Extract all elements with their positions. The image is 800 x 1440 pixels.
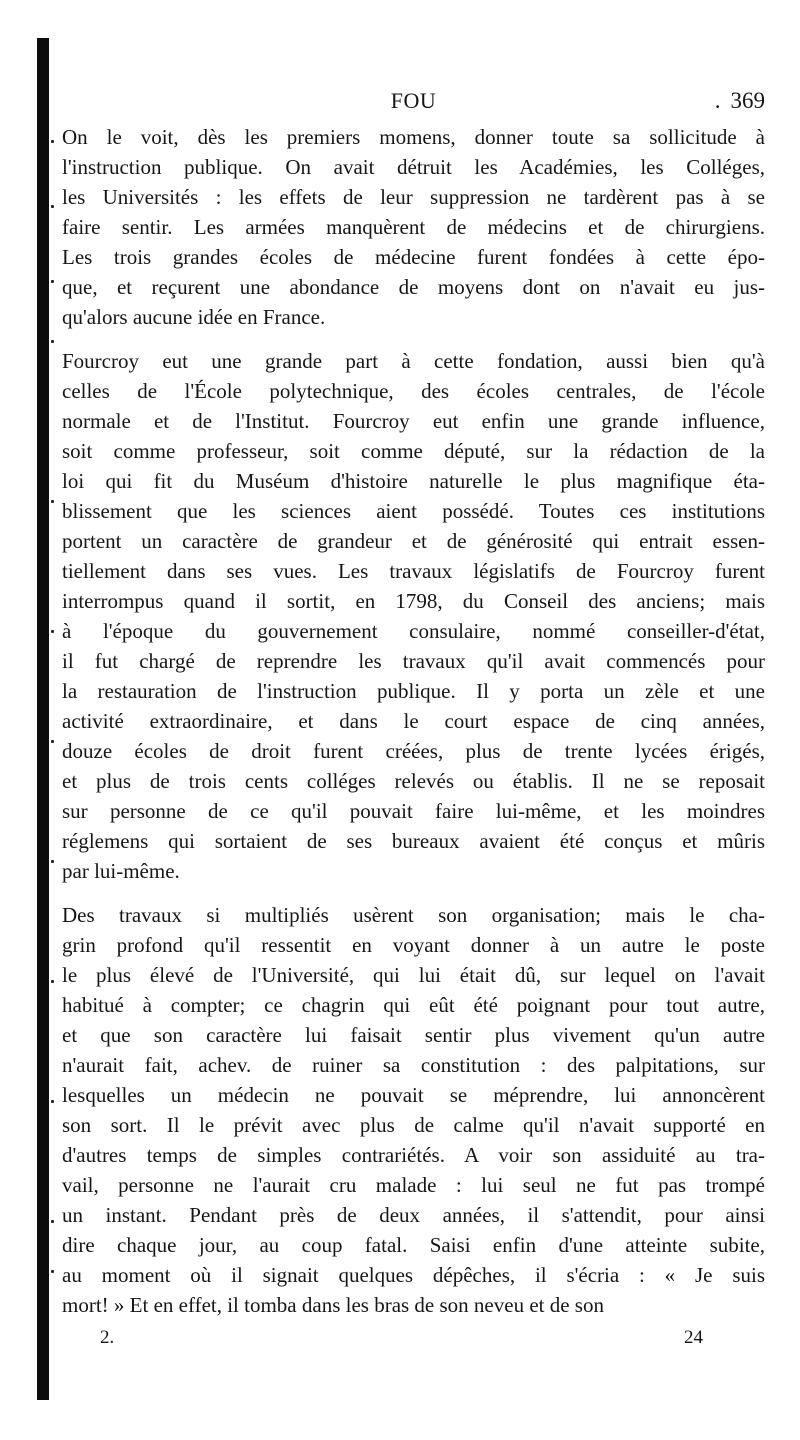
text-line: réglemens qui sortaient de ses bureaux avaient été conçus et mûris — [62, 829, 765, 853]
body-text — [62, 122, 765, 1334]
running-head: FOU — [390, 88, 437, 113]
paragraph — [62, 122, 765, 332]
binding-edge — [37, 38, 49, 1400]
text-line: soit comme professeur, soit comme député, sur la rédaction de la — [62, 439, 765, 463]
text-line: la restauration de l'instruction publique. Il y porta un zèle et une — [62, 679, 765, 703]
text-line: son sort. Il le prévit avec plus de calme qu'il n'avait supporté en — [62, 1113, 765, 1137]
text-line: un instant. Pendant près de deux années, il s'attendit, pour ainsi — [62, 1203, 765, 1227]
text-line: sur personne de ce qu'il pouvait faire lui-même, et les moindres — [62, 799, 765, 823]
text-line: activité extraordinaire, et dans le court espace de cinq années, — [62, 709, 765, 733]
text-line: interrompus quand il sortit, en 1798, du Conseil des anciens; mais — [62, 589, 765, 613]
text-line: dire chaque jour, au coup fatal. Saisi enfin d'une atteinte subite, — [62, 1233, 765, 1257]
text-line: que, et reçurent une abondance de moyens dont on n'avait eu jus- — [62, 275, 765, 299]
page-footer — [62, 1327, 765, 1357]
paragraph — [62, 346, 765, 886]
paragraph — [62, 900, 765, 1320]
text-line: loi qui fit du Muséum d'histoire naturelle le plus magnifique éta- — [62, 469, 765, 493]
text-line: Des travaux si multipliés usèrent son organisation; mais le cha- — [62, 903, 765, 927]
text-line: et plus de trois cents colléges relevés ou établis. Il ne se reposait — [62, 769, 765, 793]
text-line: Les trois grandes écoles de médecine furent fondées à cette épo- — [62, 245, 765, 269]
text-line: tiellement dans ses vues. Les travaux législatifs de Fourcroy furent — [62, 559, 765, 583]
text-line: lesquelles un médecin ne pouvait se méprendre, lui annoncèrent — [62, 1083, 765, 1107]
text-line: à l'époque du gouvernement consulaire, nommé conseiller-d'état, — [62, 619, 765, 643]
text-line: faire sentir. Les armées manquèrent de médecins et de chirurgiens. — [62, 215, 765, 239]
text-line: les Universités : les effets de leur suppression ne tardèrent pas à se — [62, 185, 765, 209]
text-line: par lui-même. — [62, 859, 180, 883]
text-line: et que son caractère lui faisait sentir plus vivement qu'un autre — [62, 1023, 765, 1047]
text-line: au moment où il signait quelques dépêches, il s'écria : « Je suis — [62, 1263, 765, 1287]
text-line: il fut chargé de reprendre les travaux qu'il avait commencés pour — [62, 649, 765, 673]
page-number-wrap — [715, 88, 765, 114]
text-line: normale et de l'Institut. Fourcroy eut enfin une grande influence, — [62, 409, 765, 433]
text-line: celles de l'École polytechnique, des écoles centrales, de l'école — [62, 379, 765, 403]
text-line: Fourcroy eut une grande part à cette fondation, aussi bien qu'à — [62, 349, 765, 373]
page-number: 369 — [730, 88, 765, 113]
scan-specks — [51, 40, 57, 1400]
page-header — [62, 88, 765, 124]
text-line: qu'alors aucune idée en France. — [62, 305, 326, 329]
text-line: mort! » Et en effet, il tomba dans les bras de son neveu et de son — [62, 1293, 604, 1317]
text-line: n'aurait fait, achev. de ruiner sa constitution : des palpitations, sur — [62, 1053, 765, 1077]
text-line: habitué à compter; ce chagrin qui eût été poignant pour tout autre, — [62, 993, 765, 1017]
page-number-dot: . — [714, 88, 721, 113]
text-line: d'autres temps de simples contrariétés. A voir son assiduité au tra- — [62, 1143, 765, 1167]
text-line: vail, personne ne l'aurait cru malade : lui seul ne fut pas trompé — [62, 1173, 765, 1197]
text-line: l'instruction publique. On avait détruit les Académies, les Colléges, — [62, 155, 765, 179]
signature-mark: 2. — [100, 1327, 115, 1348]
text-line: grin profond qu'il ressentit en voyant donner à un autre le poste — [62, 933, 765, 957]
gathering-number: 24 — [684, 1327, 703, 1348]
text-line: le plus élevé de l'Université, qui lui était dû, sur lequel on l'avait — [62, 963, 765, 987]
text-line: douze écoles de droit furent créées, plus de trente lycées érigés, — [62, 739, 765, 763]
text-line: portent un caractère de grandeur et de générosité qui entrait essen- — [62, 529, 765, 553]
text-line: blissement que les sciences aient possédé. Toutes ces institutions — [62, 499, 765, 523]
text-line: On le voit, dès les premiers momens, donner toute sa sollicitude à — [62, 125, 765, 149]
